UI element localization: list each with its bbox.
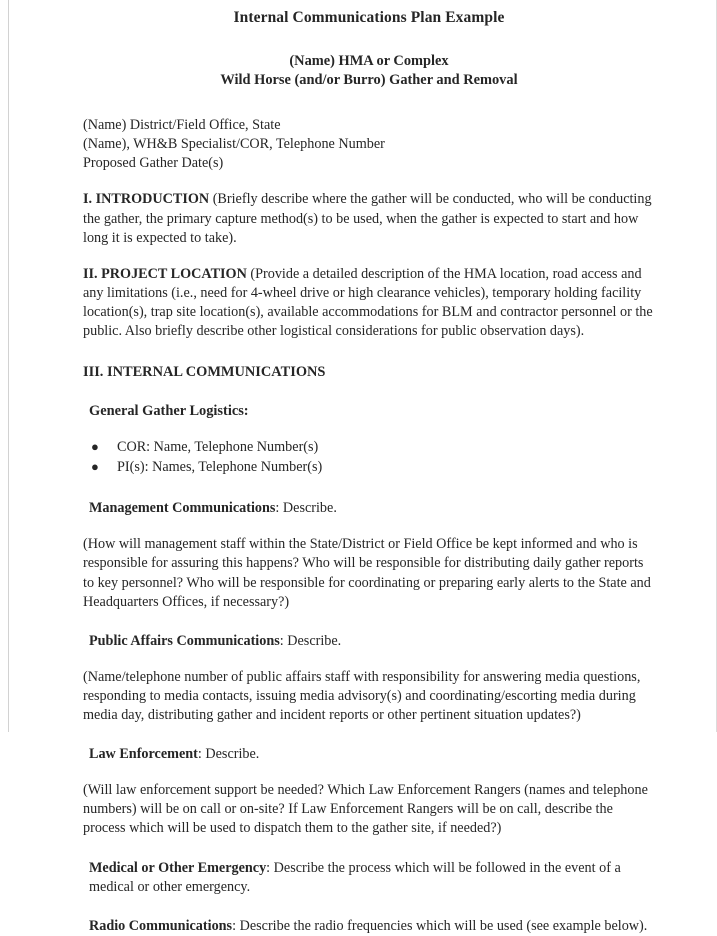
document-content [9,0,716,936]
general-logistics-list [83,438,655,477]
document-page [8,0,717,934]
section-project-location-body: (Provide a detailed description of the HMA location, road access and any limitations (i.e., need for 4-wheel drive or high clearance vehicles), temporary holding facility location(s), trap site location(s), available accommodations for BLM and contractor personnel or the public. Also briefly describe other logistical considerations for public observation days). [83,265,653,339]
subtitle-line-1: (Name) HMA or Complex [289,52,449,69]
entry-medical-or-other-emergency-value: Describe the process which will be followed in the event of a medical or other emergency. [89,859,621,895]
entry-management-communications [89,499,655,518]
entry-public-affairs-communications-value: Describe. [283,632,342,649]
subheading-general-gather-logistics: General Gather Logistics: [89,403,249,420]
entry-radio-communications-label: Radio Communications [89,917,233,934]
entry-radio-communications-separator: : [232,917,237,934]
list-item-label: PI(s): Names, Telephone Number(s) [117,458,323,475]
document-meta [83,116,655,173]
meta-specialist-line: (Name), WH&B Specialist/COR, Telephone Number [83,136,385,153]
list-item-label: COR: Name, Telephone Number(s) [117,438,319,455]
section-project-location-label: II. PROJECT LOCATION [83,265,247,282]
entry-management-communications-separator: : [275,500,280,517]
entry-medical-or-other-emergency [89,859,655,897]
entry-law-enforcement-value: Describe. [201,746,260,763]
section-introduction-body: (Briefly describe where the gather will be conducted, who will be conducting the gather, the primary capture method(s) to be used, when the gather is expected to start and how long it is expected to take). [83,191,652,246]
meta-gather-date-line: Proposed Gather Date(s) [83,155,224,172]
document-subtitle [83,52,655,90]
section-internal-communications-heading: III. INTERNAL COMMUNICATIONS [83,364,326,381]
entry-law-enforcement-label: Law Enforcement [89,746,198,763]
entry-management-communications-label: Management Communications [89,500,276,517]
meta-office-line: (Name) District/Field Office, State [83,117,281,134]
entry-radio-communications [89,917,655,936]
entry-management-communications-value: Describe. [279,500,337,517]
bullet-icon: ● [91,438,99,454]
entry-radio-communications-value: Describe the radio frequencies which will be used (see example below). [236,917,648,934]
section-introduction-label: I. INTRODUCTION [83,191,210,208]
entry-public-affairs-communications-separator: : [279,632,284,649]
section-introduction [83,190,655,247]
question-law-enforcement: (Will law enforcement support be needed? Which Law Enforcement Rangers (names and telephone numbers) will be on call or on-site? If Law Enforcement Rangers will be on call, describe the process which will be used to dispatch them to the gather site, if needed?) [83,782,648,837]
entry-medical-or-other-emergency-separator: : [266,859,271,876]
question-public-affairs-communications: (Name/telephone number of public affairs staff with responsibility for answering media questions, responding to media contacts, issuing media advisory(s) and coordinating/escorting media during media day, distributing gather and incident reports or other pertinent situation updates?) [83,668,641,724]
entry-law-enforcement [89,745,655,764]
subtitle-line-2: Wild Horse (and/or Burro) Gather and Removal [220,71,518,88]
entry-medical-or-other-emergency-label: Medical or Other Emergency [89,859,267,876]
entry-law-enforcement-separator: : [197,746,202,763]
section-project-location [83,265,655,341]
question-management-communications: (How will management staff within the State/District or Field Office be kept informed and who is responsible for assuring this happens? Who will be responsible for distributing daily gather reports to key personnel? Who will be responsible for coordinating or preparing early alerts to the State and Headquarters Offices, if necessary?) [83,536,651,610]
list-item [91,438,655,458]
bullet-icon: ● [91,458,99,474]
page-title: Internal Communications Plan Example [233,9,505,26]
entry-public-affairs-communications-label: Public Affairs Communications [89,632,280,649]
list-item [91,458,655,478]
entry-public-affairs-communications [89,632,655,651]
